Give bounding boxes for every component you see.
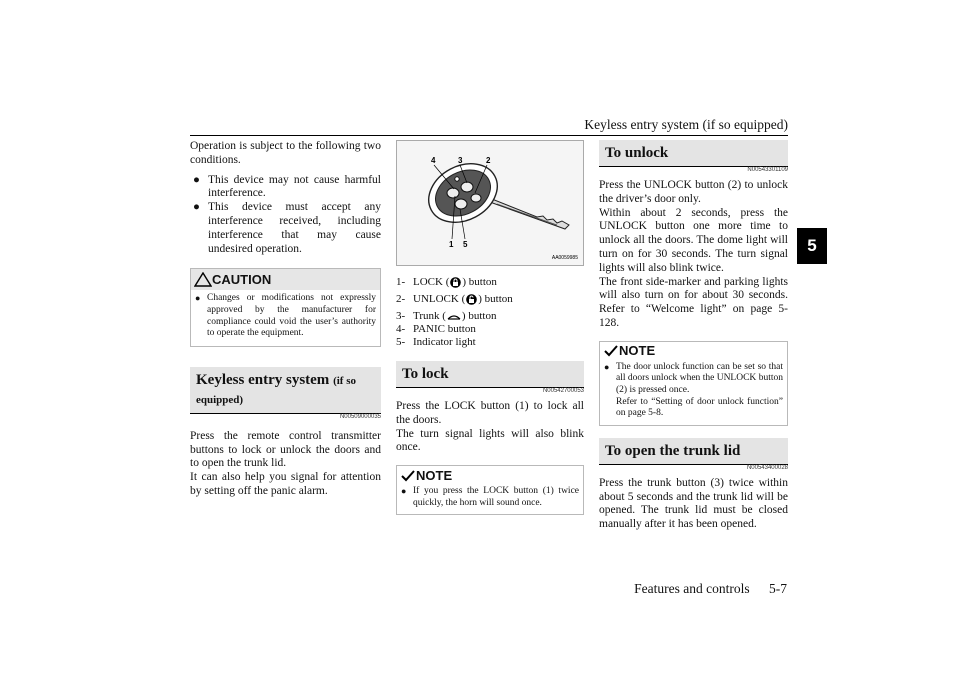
legend-text: Indicator light bbox=[413, 336, 476, 349]
section-paragraph: Press the LOCK button (1) to lock all the doors. bbox=[396, 400, 584, 426]
legend-item bbox=[396, 323, 584, 336]
note-header bbox=[600, 342, 787, 360]
note-header bbox=[397, 466, 583, 484]
figure-code: AA0059985 bbox=[551, 255, 578, 261]
section-paragraph: Within about 2 seconds, press the UNLOCK button one more time to unlock all the doors. The dome light will turn on for 30 seconds. The turn signal lights will also blink twice. bbox=[599, 206, 788, 274]
running-header-title: Keyless entry system (if so equipped) bbox=[584, 117, 788, 132]
legend-num: 1- bbox=[396, 276, 406, 288]
section-title-suffix: (if so equipped) bbox=[196, 374, 356, 406]
section-title: Keyless entry system bbox=[196, 371, 330, 388]
figure-callout: 1 bbox=[449, 240, 454, 249]
figure-callout: 5 bbox=[463, 240, 468, 249]
legend-num: 2- bbox=[396, 293, 406, 306]
section-paragraph: Press the trunk button (3) twice within about 5 seconds and the trunk lid will be opened. The trunk lid must be closed manually after it has been opened. bbox=[599, 476, 788, 531]
key-fob-figure bbox=[396, 140, 584, 266]
legend-num: 4- bbox=[396, 323, 406, 336]
bullet-text: This device must accept any interference received, including interference that may cause undesired operation. bbox=[208, 201, 381, 255]
legend-item bbox=[396, 293, 584, 306]
key-fob-illustration bbox=[397, 141, 583, 263]
legend-text: ) button bbox=[462, 276, 497, 289]
section-paragraph: The turn signal lights will also blink once. bbox=[396, 427, 584, 454]
section-heading-keyless bbox=[190, 367, 381, 414]
lock-icon bbox=[450, 276, 461, 289]
bullet-item: ● This device may not cause harmful interference. bbox=[193, 173, 381, 200]
chapter-tab: 5 bbox=[797, 228, 827, 264]
legend-text: UNLOCK ( bbox=[413, 293, 466, 306]
legend-text: LOCK ( bbox=[413, 276, 450, 289]
section-code: N00542700053 bbox=[542, 388, 584, 395]
legend-text: ) button bbox=[478, 293, 513, 306]
note-text: If you press the LOCK button (1) twice quickly, the horn will sound once. bbox=[413, 486, 579, 508]
figure-callout: 4 bbox=[431, 156, 436, 165]
note-text: The door unlock function can be set so that all doors unlock when the UNLOCK button (2) is pressed once. bbox=[616, 361, 783, 395]
section-heading-trunk bbox=[599, 438, 788, 465]
legend-text: Trunk ( bbox=[413, 310, 446, 323]
header-rule bbox=[190, 135, 788, 136]
bullet-text: This device may not cause harmful interference. bbox=[208, 173, 381, 200]
unlock-icon bbox=[466, 293, 477, 306]
section-paragraph: The front side-marker and parking lights will also turn on for about 30 seconds. Refer to “Welcome light” on page 5-128. bbox=[599, 275, 788, 329]
legend-item bbox=[396, 276, 584, 289]
note-box bbox=[396, 465, 584, 515]
footer-page-number: 5-7 bbox=[769, 581, 787, 596]
legend-num: 3- bbox=[396, 310, 406, 323]
caution-label: CAUTION bbox=[212, 272, 272, 288]
column-3 bbox=[599, 140, 788, 532]
column-2 bbox=[396, 140, 584, 515]
note-item: ● If you press the LOCK button (1) twice quickly, the horn will sound once. bbox=[401, 486, 579, 508]
figure-callout: 3 bbox=[458, 156, 463, 165]
section-code: N00509000035 bbox=[339, 413, 381, 420]
section-heading-to-lock bbox=[396, 361, 584, 388]
trunk-icon bbox=[447, 313, 461, 321]
section-title: To open the trunk lid bbox=[605, 442, 741, 459]
section-paragraph: Press the UNLOCK button (2) to unlock the driver’s door only. bbox=[599, 179, 788, 205]
pencil-check-icon bbox=[400, 469, 416, 482]
legend-item bbox=[396, 336, 584, 349]
note-label: NOTE bbox=[619, 343, 656, 359]
caution-text: Changes or modifications not expressly approved by the manufacturer for compliance could void the user’s authority to operate the equipment. bbox=[207, 293, 376, 339]
page-footer bbox=[634, 581, 787, 597]
section-code: N00543301109 bbox=[747, 167, 788, 173]
section-title: To unlock bbox=[605, 145, 669, 161]
note-item: ● The door unlock function can be set so that all doors unlock when the UNLOCK button (2) is pressed once. Refer to “Setting of door unlock function” on page 5-8. bbox=[604, 361, 783, 419]
section-title: To lock bbox=[402, 366, 449, 383]
legend-text: PANIC button bbox=[413, 323, 476, 336]
note-box bbox=[599, 341, 788, 426]
caution-item: ● Changes or modifications not expressly approved by the manufacturer for compliance could void the user’s authority to operate the equipment. bbox=[195, 293, 376, 339]
note-text: Refer to “Setting of door unlock function” on page 5-8. bbox=[616, 396, 783, 419]
column-1 bbox=[190, 140, 381, 499]
intro-paragraph: Operation is subject to the following two conditions. bbox=[190, 140, 381, 166]
warning-triangle-icon bbox=[194, 272, 212, 287]
section-paragraph: Press the remote control transmitter buttons to lock or unlock the doors and to open the trunk lid. bbox=[190, 429, 381, 470]
legend-item bbox=[396, 310, 584, 323]
section-heading-to-unlock bbox=[599, 140, 788, 167]
pencil-check-icon bbox=[603, 344, 619, 357]
section-code: N00543400028 bbox=[746, 464, 788, 471]
caution-box bbox=[190, 268, 381, 346]
legend-num: 5- bbox=[396, 336, 406, 349]
figure-callout: 2 bbox=[486, 156, 491, 165]
note-label: NOTE bbox=[416, 467, 453, 483]
footer-section: Features and controls bbox=[634, 581, 750, 596]
caution-header bbox=[191, 269, 380, 290]
bullet-item: ● This device must accept any interference received, including interference that may cause undesired operation. bbox=[193, 201, 381, 255]
section-paragraph: It can also help you signal for attention by setting off the panic alarm. bbox=[190, 471, 381, 497]
legend-text: ) button bbox=[461, 310, 497, 323]
